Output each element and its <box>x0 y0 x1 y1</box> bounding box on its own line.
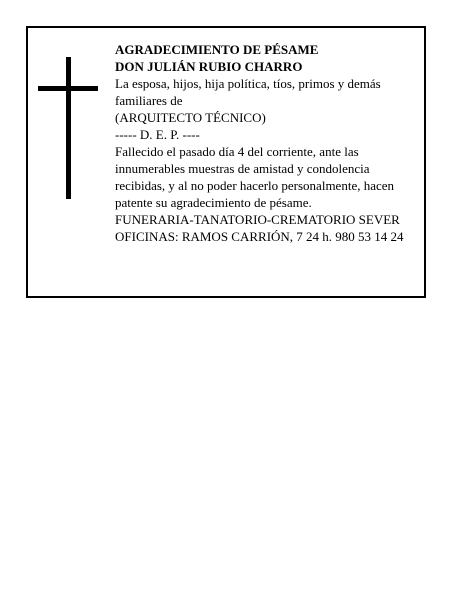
notice-text <box>115 41 427 245</box>
notice-heading: AGRADECIMIENTO DE PÉSAME <box>115 42 319 57</box>
profession: (ARQUITECTO TÉCNICO) <box>115 110 266 125</box>
deceased-name: DON JULIÁN RUBIO CHARRO <box>115 59 303 74</box>
message-line-2: innumerables muestras de amistad y condolencia <box>115 161 370 176</box>
cross-horizontal-bar <box>38 86 98 91</box>
message-line-3: recibidas, y al no poder hacerlo personalmente, hacen <box>115 178 395 193</box>
family-line-2: familiares de <box>115 93 183 108</box>
funeral-home: FUNERARIA-TANATORIO-CREMATORIO SEVER <box>115 212 400 227</box>
message-line-1: Fallecido el pasado día 4 del corriente, ante las <box>115 144 359 159</box>
family-line-1: La esposa, hijos, hija política, tíos, primos y demás <box>115 76 381 91</box>
message-line-4: patente su agradecimiento de pésame. <box>115 195 312 210</box>
dep-line: ----- D. E. P. ---- <box>115 127 200 142</box>
offices: OFICINAS: RAMOS CARRIÓN, 7 24 h. 980 53 14 24 <box>115 229 404 244</box>
cross-vertical-bar <box>66 57 71 199</box>
obituary-notice <box>26 26 426 298</box>
